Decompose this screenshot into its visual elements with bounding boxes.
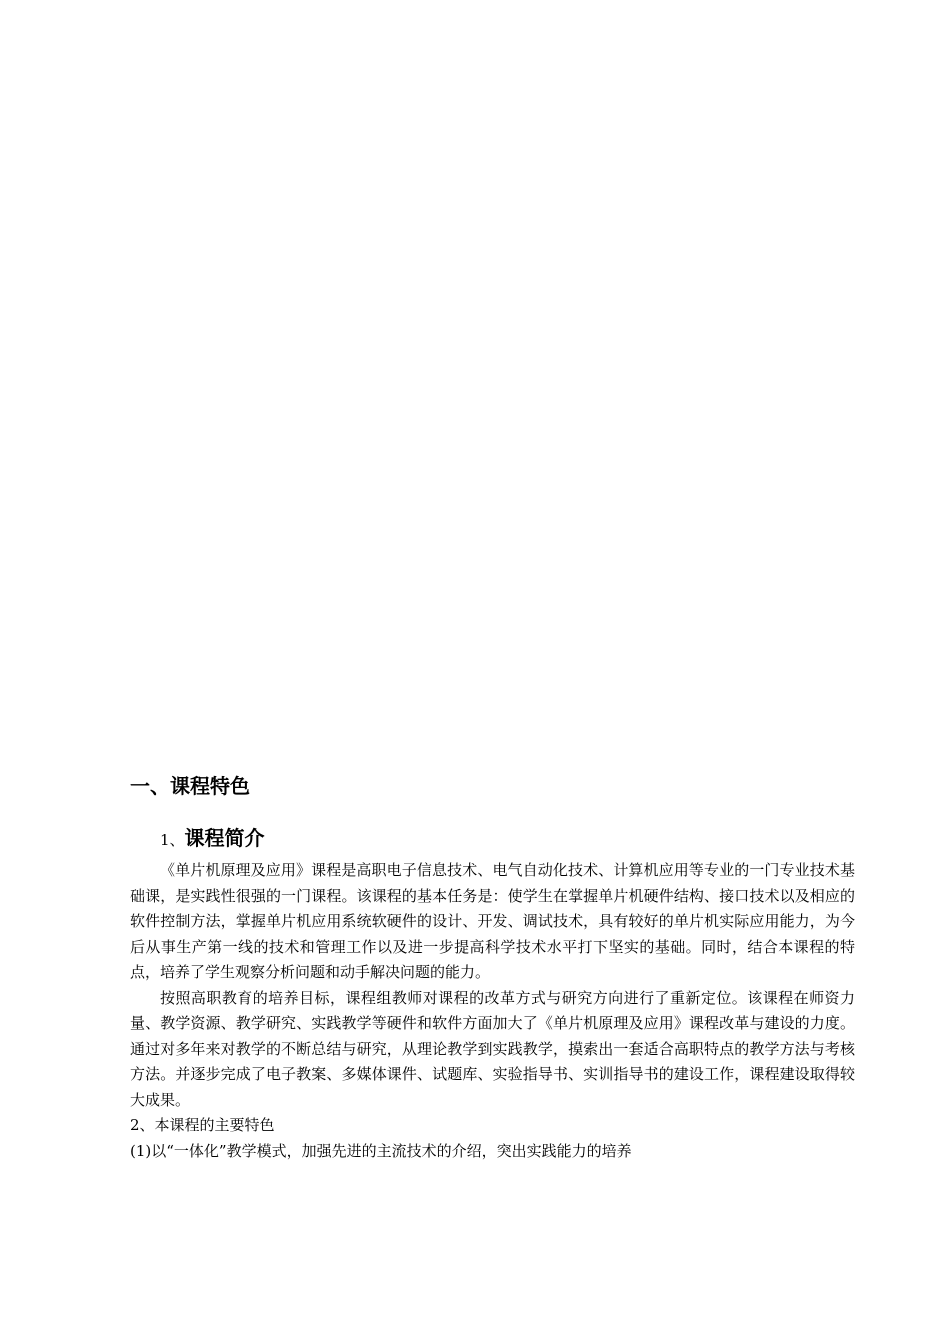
subsection-title: 课程简介 xyxy=(184,826,265,850)
section-heading: 一、课程特色 xyxy=(130,774,250,798)
document-body xyxy=(130,770,855,1164)
subsection-2-heading: 2、本课程的主要特色 xyxy=(130,1116,275,1134)
feature-point-1: (1)以“一体化”教学模式，加强先进的主流技术的介绍，突出实践能力的培养 xyxy=(130,1141,632,1160)
paragraph-reform: 按照高职教育的培养目标，课程组教师对课程的改革方式与研究方向进行了重新定位。该课程在师资力量、教学资源、教学研究、实践教学等硬件和软件方面加大了《单片机原理及应用》课程改革与建设的力度。通过对多年来对教学的不断总结与研究，从理论教学到实践教学，摸索出一套适合高职特点的教学方法与考核方法。并逐步完成了电子教案、多媒体课件、试题库、实验指导书、实训指导书的建设工作，课程建设取得较大成果。 xyxy=(130,988,855,1109)
paragraph-intro: 《单片机原理及应用》课程是高职电子信息技术、电气自动化技术、计算机应用等专业的一门专业技术基础课，是实践性很强的一门课程。该课程的基本任务是：使学生在掌握单片机硬件结构、接口技术以及相应的软件控制方法，掌握单片机应用系统软硬件的设计、开发、调试技术，具有较好的单片机实际应用能力，为今后从事生产第一线的技术和管理工作以及进一步提高科学技术水平打下坚实的基础。同时，结合本课程的特点，培养了学生观察分析问题和动手解决问题的能力。 xyxy=(130,861,855,981)
subsection-number: 1、 xyxy=(160,831,185,849)
subsection-heading xyxy=(160,822,855,854)
